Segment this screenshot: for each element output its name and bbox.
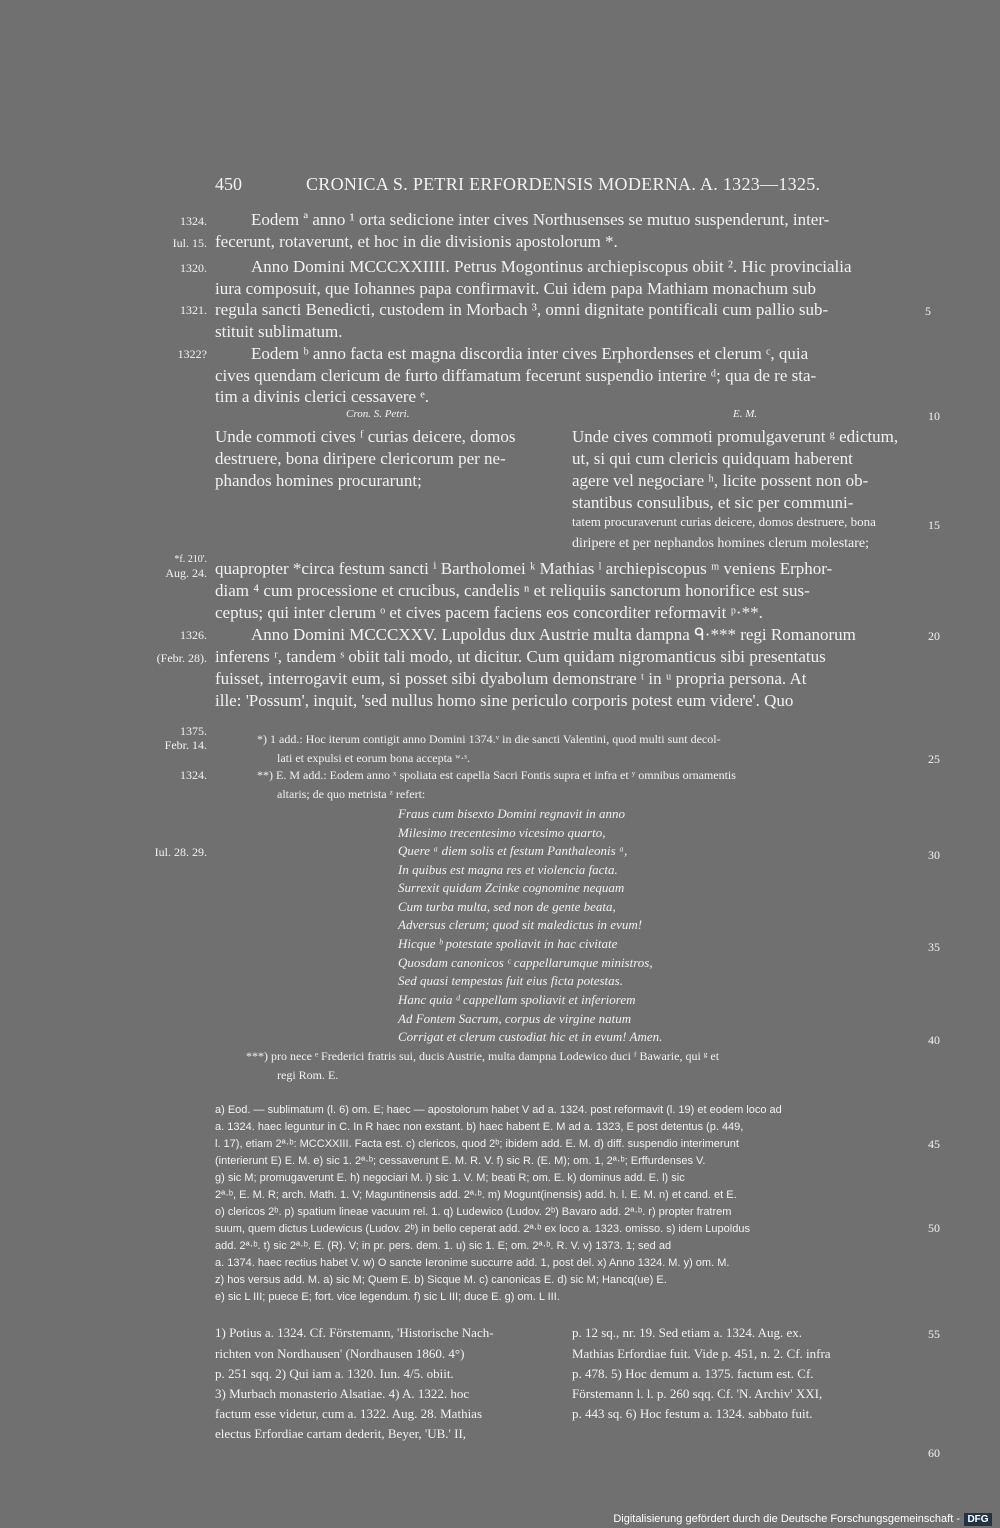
line-number: 60: [928, 1446, 940, 1460]
line-number: 25: [928, 752, 940, 766]
text-line: regula sancti Benedicti, custodem in Morbach ³, omni dignitate pontificali cum pallio sub-: [215, 300, 829, 319]
margin-year: 1375.: [180, 724, 207, 738]
margin-folio: *f. 210'.: [174, 554, 207, 565]
poem-line: Cum turba multa, sed non de gente beata,: [398, 899, 616, 914]
footnote-right: Förstemann l. l. p. 260 sqq. Cf. 'N. Archiv' XXI,: [572, 1386, 823, 1401]
poem-line: Quere ᵃ diem solis et festum Panthaleonis ᵃ,: [398, 843, 628, 858]
margin-date: (Febr. 28).: [156, 651, 207, 665]
margin-year: 1322?: [177, 347, 207, 361]
footnote-left: 1) Potius a. 1324. Cf. Förstemann, 'Historische Nach-: [215, 1325, 494, 1340]
line-number: 15: [928, 518, 940, 532]
left-column-line: Unde commoti cives ᶠ curias deicere, domos: [215, 427, 516, 446]
margin-year: 1321.: [180, 303, 207, 317]
line-number: 55: [928, 1327, 940, 1341]
text-line: stituit sublimatum.: [215, 322, 343, 341]
poem-line: Adversus clerum; quod sit maledictus in evum!: [398, 917, 643, 932]
margin-year: 1324.: [180, 768, 207, 782]
running-title: CRONICA S. PETRI ERFORDENSIS MODERNA. A. 1323—1325.: [306, 174, 821, 194]
apparatus-line: z) hos versus add. M. a) sic M; Quem E. b) Sicque M. c) canonicas E. d) sic M; Hancq(ue) E.: [215, 1274, 667, 1286]
line-number: 50: [928, 1221, 940, 1235]
apparatus-line: add. 2ª·ᵇ. t) sic 2ª·ᵇ. E. (R). V; in pr. pers. dem. 1. u) sic 1. E; om. 2ª·ᵇ. R. V. v) 1373. 1; sed ad: [215, 1240, 672, 1252]
apparatus-line: a) Eod. — sublimatum (l. 6) om. E; haec — apostolorum habet V ad a. 1324. post reformavit (l. 19) et eodem loco ad: [215, 1104, 782, 1116]
poem-line: Fraus cum bisexto Domini regnavit in anno: [398, 806, 625, 821]
apparatus-line: l. 17), etiam 2ª·ᵇ: MCCXXIII. Facta est. c) clericos, quod 2ᵇ; ibidem add. E. M. d) diff. suspendio interimerunt: [215, 1138, 739, 1150]
footnote-right: p. 443 sq. 6) Hoc festum a. 1324. sabbato fuit.: [572, 1406, 813, 1421]
note-line: regi Rom. E.: [277, 1068, 339, 1082]
note-line: **) E. M add.: Eodem anno ˣ spoliata est capella Sacri Fontis supra et infra et ʸ omnibus ornamentis: [257, 768, 736, 782]
line-number: 10: [928, 409, 940, 423]
text-line: inferens ʳ, tandem ˢ obiit tali modo, ut dicitur. Cum quidam nigromanticus sibi presentatus: [215, 647, 826, 666]
apparatus-line: a. 1374. haec rectius habet V. w) O sancte Ieronime succurre add. 1, post del. x) Anno 1324. M. y) om. M.: [215, 1257, 730, 1269]
apparatus-line: a. 1324. haec leguntur in C. In R haec non exstant. b) haec habent E. M ad a. 1323, E post detentus (p. 449,: [215, 1121, 744, 1133]
line-number: 5: [925, 304, 931, 318]
right-column-line: ut, si qui cum clericis quidquam haberent: [572, 449, 853, 468]
apparatus-line: suum, quem dictus Ludewicus (Ludov. 2ᵇ) in bello ceperat add. 2ª·ᵇ ex loco a. 1323. omisso. s) idem Lupoldus: [215, 1223, 750, 1235]
footnote-right: p. 478. 5) Hoc demum a. 1375. factum est. Cf.: [572, 1366, 814, 1381]
poem-line: Quosdam canonicos ᶜ cappellarumque ministros,: [398, 955, 653, 970]
page-number: 450: [215, 174, 242, 194]
note-line: ***) pro nece ᵉ Frederici fratris sui, ducis Austrie, multa dampna Lodewico duci ᶠ Bawarie, qui ᵍ et: [246, 1049, 720, 1063]
margin-year: 1324.: [180, 214, 207, 228]
right-column-line: Unde cives commoti promulgaverunt ᵍ edictum,: [572, 427, 899, 446]
column-label-left: Cron. S. Petri.: [346, 408, 410, 420]
dfg-logo: DFG: [964, 1513, 992, 1526]
text-line: Eodem ᵇ anno facta est magna discordia inter cives Erphordenses et clerum ᶜ, quia: [251, 344, 809, 363]
margin-date: Febr. 14.: [164, 738, 207, 752]
apparatus-line: g) sic M; promugaverunt E. h) negociari M. i) sic 1. V. M; beati R; om. E. k) dominus add. E. l) sic: [215, 1172, 685, 1184]
line-number: 35: [928, 940, 940, 954]
poem-line: Sed quasi tempestas fuit eius ficta potestas.: [398, 973, 623, 988]
apparatus-line: e) sic L III; puece E; fort. vice legendum. f) sic L III; duce E. g) om. L III.: [215, 1291, 560, 1303]
apparatus-line: o) clericos 2ᵇ. p) spatium lineae vacuum rel. 1. q) Ludewico (Ludov. 2ᵇ) Bavaro add. 2ª·ᵇ. r) propter fratrem: [215, 1206, 732, 1218]
text-line: fecerunt, rotaverunt, et hoc in die divisionis apostolorum *.: [215, 232, 618, 251]
footnote-left: p. 251 sqq. 2) Qui iam a. 1320. Iun. 4/5. obiit.: [215, 1366, 454, 1381]
note-line: altaris; de quo metrista ᶻ refert:: [277, 787, 426, 801]
line-number: 20: [928, 629, 940, 643]
text-line: ille: 'Possum', inquit, 'sed nullus homo sine periculo corporis potest eum videre'. Quo: [215, 691, 794, 710]
text-line: diam ⁴ cum processione et crucibus, candelis ⁿ et reliquiis sanctorum honorifice est sus-: [215, 581, 810, 600]
margin-date: Aug. 24.: [165, 566, 207, 580]
footnote-right: p. 12 sq., nr. 19. Sed etiam a. 1324. Aug. ex.: [572, 1325, 803, 1340]
poem-line: Surrexit quidam Zcinke cognomine nequam: [398, 880, 625, 895]
apparatus-line: 2ª·ᵇ, E. M. R; arch. Math. 1. V; Maguntinensis add. 2ª·ᵇ. m) Mogunt(inensis) add. h. l. E. M. n) et cand. et E.: [215, 1189, 737, 1201]
text-line: iura composuit, que Iohannes papa confirmavit. Cui idem papa Mathiam monachum sub: [215, 279, 816, 298]
right-column-line: agere vel negociare ʰ, licite possent non ob-: [572, 471, 869, 490]
note-line: *) 1 add.: Hoc iterum contigit anno Domini 1374.ᵛ in die sancti Valentini, quod multi sunt decol-: [257, 732, 721, 746]
text-line: tim a divinis clerici cessavere ᵉ.: [215, 387, 429, 406]
poem-line: Ad Fontem Sacrum, corpus de virgine natum: [398, 1011, 632, 1026]
left-column-line: phandos homines procurarunt;: [215, 471, 422, 490]
poem-line: Corrigat et clerum custodiat hic et in evum! Amen.: [398, 1029, 663, 1044]
right-column-line: tatem procuraverunt curias deicere, domos destruere, bona: [572, 514, 876, 529]
right-column-line: diripere et per nephandos homines clerum molestare;: [572, 536, 870, 551]
text-line: Eodem ª anno ¹ orta sedicione inter cives Northusenses se mutuo suspenderunt, inter-: [251, 210, 830, 229]
footnote-left: factum esse videtur, cum a. 1322. Aug. 28. Mathias: [215, 1406, 483, 1421]
text-line: ceptus; qui inter clerum ᵒ et cives pacem faciens eos concorditer reformavit ᵖ·**.: [215, 603, 763, 622]
line-number: 45: [928, 1137, 940, 1151]
text-line: Anno Domini MCCCXXIIII. Petrus Mogontinus archiepiscopus obiit ². Hic provincialia: [251, 257, 852, 276]
right-column-line: stantibus consulibus, et sic per communi-: [572, 493, 854, 512]
text-line: quapropter *circa festum sancti ⁱ Bartholomei ᵏ Mathias ˡ archiepiscopus ᵐ veniens Erphor-: [215, 559, 833, 578]
poem-line: In quibus est magna res et violencia facta.: [398, 862, 618, 877]
column-label-right: E. M.: [733, 408, 758, 420]
footnote-left: electus Erfordiae cartam dederit, Beyer, 'UB.' II,: [215, 1426, 467, 1441]
footnote-left: richten von Nordhausen' (Nordhausen 1860. 4°): [215, 1346, 465, 1361]
margin-date: Iul. 28. 29.: [154, 845, 207, 859]
poem-line: Hanc quia ᵈ cappellam spoliavit et inferiorem: [398, 992, 636, 1007]
poem-line: Hicque ᵇ potestate spoliavit in hac civitate: [398, 936, 618, 951]
margin-year: 1320.: [180, 261, 207, 275]
note-line: lati et expulsi et eorum bona accepta ʷ·ˢ.: [277, 751, 470, 765]
margin-date: Iul. 15.: [172, 236, 207, 250]
digitization-note: Digitalisierung gefördert durch die Deutsche Forschungsgemeinschaft -: [613, 1513, 960, 1525]
text-line: Anno Domini MCCCXXV. Lupoldus dux Austrie multa dampna ᑫ·*** regi Romanorum: [251, 625, 856, 644]
poem-line: Milesimo trecentesimo vicesimo quarto,: [398, 825, 606, 840]
footnote-left: 3) Murbach monasterio Alsatiae. 4) A. 1322. hoc: [215, 1386, 470, 1401]
apparatus-line: (interierunt E) E. M. e) sic 1. 2ª·ᵇ; cessaverunt E. M. R. V. f) sic R. (E. M); om. 1, 2ª·ᵇ; Erffurdenses V.: [215, 1155, 706, 1167]
line-number: 30: [928, 848, 940, 862]
left-column-line: destruere, bona diripere clericorum per ne-: [215, 449, 506, 468]
margin-year: 1326.: [180, 628, 207, 642]
text-line: cives quendam clericum de furto diffamatum fecerunt suspendio interire ᵈ; qua de re sta-: [215, 366, 817, 385]
footnote-right: Mathias Erfordiae fuit. Vide p. 451, n. 2. Cf. infra: [572, 1346, 831, 1361]
line-number: 40: [928, 1033, 940, 1047]
text-line: fuisset, interrogavit eum, si posset sibi dyabolum demonstrare ᵗ in ᵘ propria persona. At: [215, 669, 807, 688]
